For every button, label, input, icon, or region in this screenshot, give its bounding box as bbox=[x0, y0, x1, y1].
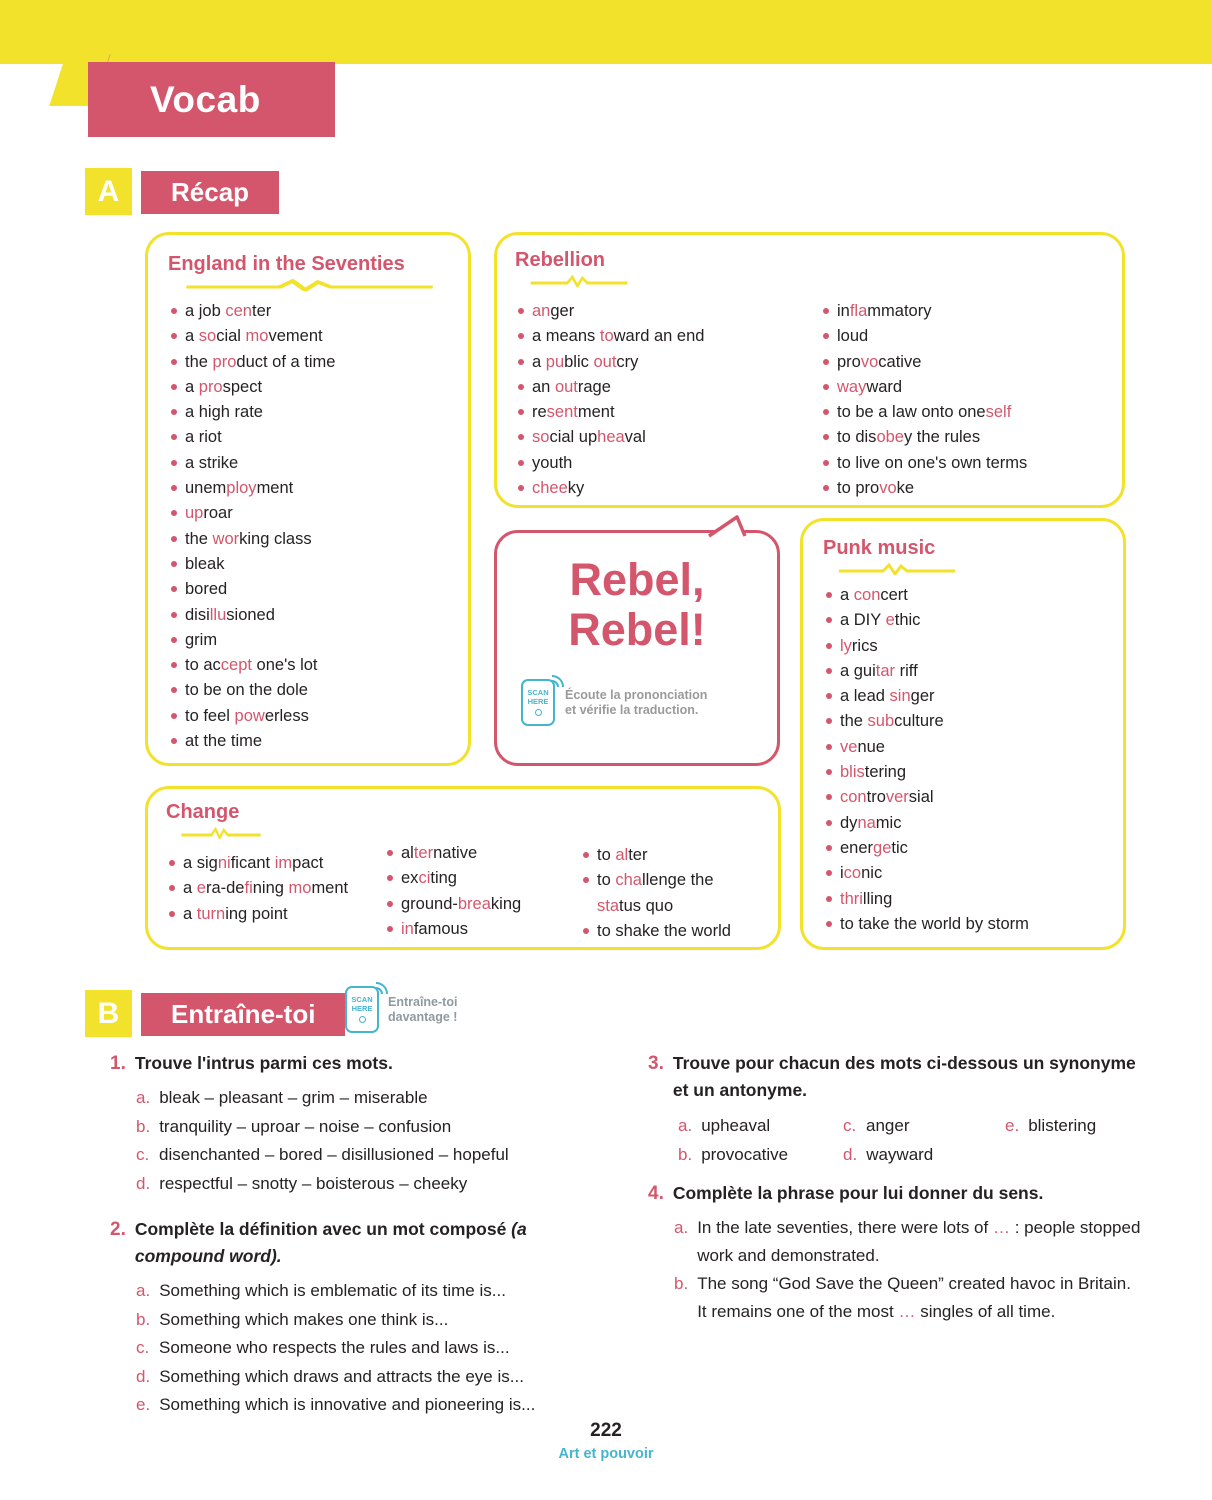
exercise-2-items bbox=[110, 1277, 618, 1420]
highlighted-letters: cen bbox=[225, 302, 252, 320]
section-a-badge: A bbox=[85, 168, 132, 215]
scan-caption: Entraîne-toi davantage ! bbox=[388, 994, 458, 1024]
vocab-item: to be a law onto oneself bbox=[820, 400, 1104, 425]
vocab-item: to challenge the status quo bbox=[580, 868, 760, 919]
highlighted-letters: hea bbox=[597, 428, 625, 447]
exercise-3 bbox=[648, 1050, 1148, 1169]
top-yellow-band bbox=[0, 0, 1212, 64]
item-text: bleak – pleasant – grim – miserable bbox=[159, 1088, 428, 1107]
vocab-item: anger bbox=[515, 299, 820, 324]
highlighted-letters: mo bbox=[288, 879, 312, 898]
vocab-item: resentment bbox=[515, 400, 820, 425]
vocab-item: to be on the dole bbox=[168, 678, 448, 703]
vocab-item: cheeky bbox=[515, 476, 820, 501]
vocab-item: to live on one's own terms bbox=[820, 451, 1104, 476]
exercise-number: 2. bbox=[110, 1219, 126, 1240]
rebellion-word-list-right bbox=[820, 299, 1104, 501]
highlighted-letters: co bbox=[843, 864, 862, 883]
item-text: Something which is innovative and pioneering is... bbox=[159, 1395, 536, 1414]
highlighted-letters: fla bbox=[849, 302, 868, 320]
vocab-item: exciting bbox=[384, 866, 580, 891]
vocab-item: energetic bbox=[823, 836, 1103, 861]
exercise-item bbox=[843, 1141, 1005, 1170]
exercise-3-head bbox=[648, 1050, 1148, 1104]
vocab-item: thrilling bbox=[823, 887, 1103, 912]
punk-word-list bbox=[823, 583, 1103, 937]
change-word-list-2 bbox=[384, 841, 580, 942]
vocab-item: to feel powerless bbox=[168, 704, 448, 729]
item-letter: a. bbox=[136, 1281, 151, 1300]
highlighted-letters: im bbox=[274, 854, 293, 872]
item-letter: b. bbox=[674, 1274, 689, 1293]
section-a-title: Récap bbox=[141, 171, 279, 214]
speech-bubble-tail bbox=[705, 514, 749, 538]
section-b-title: Entraîne-toi bbox=[141, 993, 345, 1036]
vocab-item: social upheaval bbox=[515, 425, 820, 450]
exercise-4 bbox=[648, 1180, 1145, 1326]
phone-outline bbox=[345, 986, 379, 1033]
title-underline-squiggle bbox=[837, 563, 957, 575]
exercise-item bbox=[648, 1214, 1145, 1269]
exercise-title-italic: (a compound word). bbox=[134, 1219, 527, 1266]
page-title-ribbon bbox=[88, 62, 335, 137]
box-title-change: Change bbox=[166, 801, 240, 823]
item-letter: b. bbox=[136, 1309, 151, 1329]
highlighted-letters: so bbox=[198, 327, 217, 346]
rebel-text-line1: Rebel, bbox=[569, 554, 705, 605]
item-letter: d. bbox=[136, 1366, 151, 1386]
highlighted-letters: ploy bbox=[226, 479, 257, 498]
exercise-item bbox=[110, 1391, 618, 1420]
vocab-item: a concert bbox=[823, 583, 1103, 608]
exercise-item bbox=[110, 1363, 618, 1392]
highlighted-letters: con bbox=[853, 586, 881, 604]
exercise-1-items bbox=[110, 1084, 615, 1198]
highlighted-letters: vo bbox=[879, 479, 897, 498]
title-underline-squiggle bbox=[529, 275, 629, 287]
phone-home-button bbox=[359, 1016, 366, 1023]
item-letter: b. bbox=[678, 1144, 693, 1164]
highlighted-letters: so bbox=[532, 428, 550, 447]
highlighted-letters: pro bbox=[212, 352, 237, 371]
item-letter: c. bbox=[136, 1145, 150, 1164]
change-columns bbox=[166, 801, 760, 944]
highlighted-letters: ver bbox=[885, 788, 909, 807]
vocab-item: infamous bbox=[384, 917, 580, 942]
rebellion-word-list-left bbox=[515, 299, 820, 501]
exercise-item bbox=[110, 1141, 615, 1170]
highlighted-letters: wor bbox=[212, 529, 240, 548]
title-underline-squiggle bbox=[182, 279, 437, 291]
item-text: provocative bbox=[701, 1144, 789, 1164]
highlighted-letters: self bbox=[985, 403, 1012, 422]
scan-here-icon bbox=[521, 679, 555, 726]
vocab-box-rebellion bbox=[494, 232, 1125, 508]
exercise-number: 4. bbox=[648, 1183, 664, 1204]
highlighted-letters: out bbox=[554, 377, 578, 396]
exercise-2-head bbox=[110, 1216, 618, 1270]
highlighted-letters: tar bbox=[875, 661, 896, 680]
scan-here-icon bbox=[345, 986, 379, 1033]
change-word-list-3 bbox=[580, 843, 760, 944]
phone-home-button bbox=[535, 709, 542, 716]
item-text: The song “God Save the Queen” created havoc in Britain. It remains one of the most … singles of all time. bbox=[697, 1274, 1131, 1321]
highlighted-letters: e bbox=[885, 611, 895, 630]
highlighted-letters: blis bbox=[840, 763, 865, 782]
item-letter: a. bbox=[136, 1088, 151, 1107]
vocab-item: a DIY ethic bbox=[823, 608, 1103, 633]
exercise-title-text: Complète la définition avec un mot composé bbox=[134, 1219, 512, 1239]
highlighted-letters: con bbox=[840, 788, 867, 807]
item-letter: d. bbox=[843, 1144, 858, 1164]
highlighted-letters: ly bbox=[840, 636, 852, 655]
vocab-item: an outrage bbox=[515, 375, 820, 400]
vocab-item: blistering bbox=[823, 760, 1103, 785]
exercise-item bbox=[110, 1277, 618, 1306]
highlighted-letters: cept bbox=[220, 656, 252, 675]
exercise-item bbox=[110, 1334, 618, 1363]
highlighted-letters: an bbox=[532, 302, 551, 320]
exercise-number: 3. bbox=[648, 1053, 664, 1074]
highlighted-letters: obe bbox=[876, 428, 904, 447]
vocab-item: at the time bbox=[168, 729, 448, 754]
item-letter: d. bbox=[136, 1173, 151, 1193]
highlighted-letters: up bbox=[185, 504, 204, 523]
vocab-item: a prospect bbox=[168, 375, 448, 400]
vocab-item: a high rate bbox=[168, 400, 448, 425]
highlighted-letters: mo bbox=[245, 327, 269, 346]
highlighted-letters: pu bbox=[545, 352, 565, 371]
vocab-item: a public outcry bbox=[515, 350, 820, 375]
vocab-item: to accept one's lot bbox=[168, 653, 448, 678]
exercise-3-col-2 bbox=[843, 1112, 1005, 1169]
vocab-item: a riot bbox=[168, 425, 448, 450]
vocab-box-punk-music bbox=[800, 518, 1126, 950]
exercise-1 bbox=[110, 1050, 615, 1198]
highlighted-letters: … bbox=[898, 1301, 921, 1321]
item-text: Something which draws and attracts the eye is... bbox=[159, 1366, 524, 1386]
exercise-4-items bbox=[648, 1214, 1145, 1325]
box-title-rebellion: Rebellion bbox=[515, 249, 606, 271]
highlighted-letters: cha bbox=[615, 871, 642, 890]
vocab-item: uproar bbox=[168, 501, 448, 526]
item-letter: c. bbox=[843, 1116, 857, 1135]
vocab-item: the product of a time bbox=[168, 350, 448, 375]
vocab-item: a significant impact bbox=[166, 851, 384, 876]
item-letter: a. bbox=[674, 1218, 689, 1237]
vocab-box-england bbox=[145, 232, 471, 766]
item-text: tranquility – uproar – noise – confusion bbox=[159, 1116, 452, 1136]
highlighted-letters: out bbox=[593, 352, 617, 371]
highlighted-letters: llu bbox=[209, 605, 227, 624]
exercise-number: 1. bbox=[110, 1053, 126, 1074]
item-text: anger bbox=[866, 1116, 910, 1135]
exercise-title: Trouve l'intrus parmi ces mots. bbox=[134, 1053, 393, 1073]
highlighted-letters: ve bbox=[840, 737, 858, 756]
england-word-list bbox=[168, 299, 448, 754]
highlighted-letters: fi bbox=[244, 879, 253, 898]
vocab-item: a turning point bbox=[166, 902, 384, 927]
exercise-2 bbox=[110, 1216, 618, 1420]
scan-here-label: SCAN HERE bbox=[351, 995, 373, 1013]
vocab-item: bleak bbox=[168, 552, 448, 577]
vocab-item: grim bbox=[168, 628, 448, 653]
page-title: Vocab bbox=[150, 78, 261, 120]
scan-here-label: SCAN HERE bbox=[527, 688, 549, 706]
change-column-3 bbox=[580, 801, 760, 944]
item-letter: e. bbox=[1005, 1116, 1020, 1135]
item-text: In the late seventies, there were lots of … : people stopped work and demonstrated. bbox=[697, 1218, 1141, 1265]
exercise-3-grid bbox=[648, 1112, 1148, 1169]
vocab-item: to disobey the rules bbox=[820, 425, 1104, 450]
change-column-2 bbox=[384, 801, 580, 944]
highlighted-letters: pow bbox=[234, 706, 265, 725]
vocab-item: to shake the world bbox=[580, 919, 760, 944]
item-letter: e. bbox=[136, 1395, 151, 1414]
item-text: disenchanted – bored – disillusioned – hopeful bbox=[159, 1145, 509, 1164]
item-text: wayward bbox=[866, 1144, 934, 1164]
exercise-item bbox=[648, 1270, 1145, 1325]
vocab-item: alternative bbox=[384, 841, 580, 866]
exercise-title: Complète la phrase pour lui donner du sens. bbox=[672, 1183, 1044, 1203]
box-title-england: England in the Seventies bbox=[168, 253, 405, 275]
rebellion-columns bbox=[515, 295, 1104, 501]
item-text: blistering bbox=[1028, 1116, 1097, 1135]
highlighted-letters: sub bbox=[867, 712, 895, 731]
vocab-item: a means toward an end bbox=[515, 324, 820, 349]
exercise-title: Trouve pour chacun des mots ci-dessous un synonyme et un antonyme. bbox=[672, 1053, 1136, 1100]
vocab-item: controversial bbox=[823, 785, 1103, 810]
chapter-label: Art et pouvoir bbox=[558, 1446, 654, 1462]
highlighted-letters: way bbox=[837, 377, 867, 396]
item-text: respectful – snotty – boisterous – cheeky bbox=[159, 1173, 468, 1193]
highlighted-letters: na bbox=[857, 813, 876, 832]
section-b-scan bbox=[345, 986, 483, 1033]
page-number: 222 bbox=[590, 1420, 622, 1441]
title-underline-squiggle bbox=[180, 827, 262, 839]
sound-waves-icon bbox=[552, 671, 568, 687]
exercise-item bbox=[678, 1141, 843, 1170]
exercise-3-col-1 bbox=[678, 1112, 843, 1169]
phone-outline bbox=[521, 679, 555, 726]
vocab-item: ground-breaking bbox=[384, 892, 580, 917]
highlighted-letters: ci bbox=[418, 869, 431, 888]
sound-waves-icon bbox=[376, 978, 392, 994]
box-title-punk: Punk music bbox=[823, 537, 936, 559]
exercise-item bbox=[110, 1306, 618, 1335]
vocab-item: iconic bbox=[823, 861, 1103, 886]
vocab-item: disillusioned bbox=[168, 603, 448, 628]
exercise-item bbox=[110, 1170, 615, 1199]
rebel-speech-bubble bbox=[494, 530, 780, 766]
item-letter: a. bbox=[678, 1116, 693, 1135]
highlighted-letters: vo bbox=[860, 352, 879, 371]
highlighted-letters: ge bbox=[873, 838, 892, 857]
item-text: Someone who respects the rules and laws is... bbox=[159, 1338, 510, 1357]
exercise-item bbox=[110, 1084, 615, 1113]
highlighted-letters: in bbox=[401, 919, 414, 938]
vocab-item: lyrics bbox=[823, 634, 1103, 659]
vocab-item: a lead singer bbox=[823, 684, 1103, 709]
item-text: upheaval bbox=[701, 1116, 771, 1135]
vocab-box-change bbox=[145, 786, 781, 950]
vocab-item: the working class bbox=[168, 527, 448, 552]
highlighted-letters: sta bbox=[597, 896, 620, 915]
change-word-list-1 bbox=[166, 851, 384, 927]
highlighted-letters: e bbox=[196, 879, 206, 898]
scan-caption: Écoute la prononciation et vérifie la traduction. bbox=[565, 687, 708, 717]
highlighted-letters: turn bbox=[196, 904, 226, 923]
highlighted-letters: ni bbox=[217, 854, 231, 872]
vocab-item: a social movement bbox=[168, 324, 448, 349]
vocab-item: youth bbox=[515, 451, 820, 476]
vocab-item: a era-defining moment bbox=[166, 876, 384, 901]
highlighted-letters: to bbox=[599, 327, 614, 346]
highlighted-letters: thri bbox=[840, 889, 863, 908]
highlighted-letters: sent bbox=[546, 403, 578, 422]
item-text: Something which is emblematic of its time is... bbox=[159, 1281, 506, 1300]
change-column-1 bbox=[166, 801, 384, 944]
item-text: Something which makes one think is... bbox=[159, 1309, 449, 1329]
vocab-item: provocative bbox=[820, 350, 1104, 375]
vocab-item: to take the world by storm bbox=[823, 912, 1103, 937]
exercise-item bbox=[843, 1112, 1005, 1141]
vocab-item: the subculture bbox=[823, 709, 1103, 734]
exercise-item bbox=[678, 1112, 843, 1141]
highlighted-letters: chee bbox=[532, 479, 568, 498]
exercise-item bbox=[110, 1113, 615, 1142]
exercise-4-head bbox=[648, 1180, 1145, 1207]
item-letter: b. bbox=[136, 1116, 151, 1136]
exercise-3-col-3 bbox=[1005, 1112, 1148, 1169]
highlighted-letters: brea bbox=[457, 894, 491, 913]
vocab-item: inflammatory bbox=[820, 299, 1104, 324]
highlighted-letters: … bbox=[992, 1218, 1015, 1237]
highlighted-letters: pro bbox=[198, 377, 223, 396]
vocab-item: unemployment bbox=[168, 476, 448, 501]
vocab-item: venue bbox=[823, 735, 1103, 760]
vocab-item: to provoke bbox=[820, 476, 1104, 501]
vocab-item: wayward bbox=[820, 375, 1104, 400]
vocab-item: loud bbox=[820, 324, 1104, 349]
exercise-title bbox=[135, 1216, 618, 1270]
vocab-item: a strike bbox=[168, 451, 448, 476]
item-letter: c. bbox=[136, 1338, 150, 1357]
section-b-badge: B bbox=[85, 990, 132, 1037]
exercise-1-head bbox=[110, 1050, 615, 1077]
highlighted-letters: al bbox=[615, 846, 629, 864]
exercise-item bbox=[1005, 1112, 1148, 1141]
highlighted-letters: sin bbox=[889, 687, 911, 706]
vocab-item: bored bbox=[168, 577, 448, 602]
vocab-item: dynamic bbox=[823, 811, 1103, 836]
scan-row bbox=[511, 679, 763, 726]
vocab-item: a guitar riff bbox=[823, 659, 1103, 684]
vocab-item: a job center bbox=[168, 299, 448, 324]
rebel-text-line2: Rebel! bbox=[568, 604, 706, 655]
highlighted-letters: ter bbox=[413, 844, 434, 862]
vocab-item: to alter bbox=[580, 843, 760, 868]
